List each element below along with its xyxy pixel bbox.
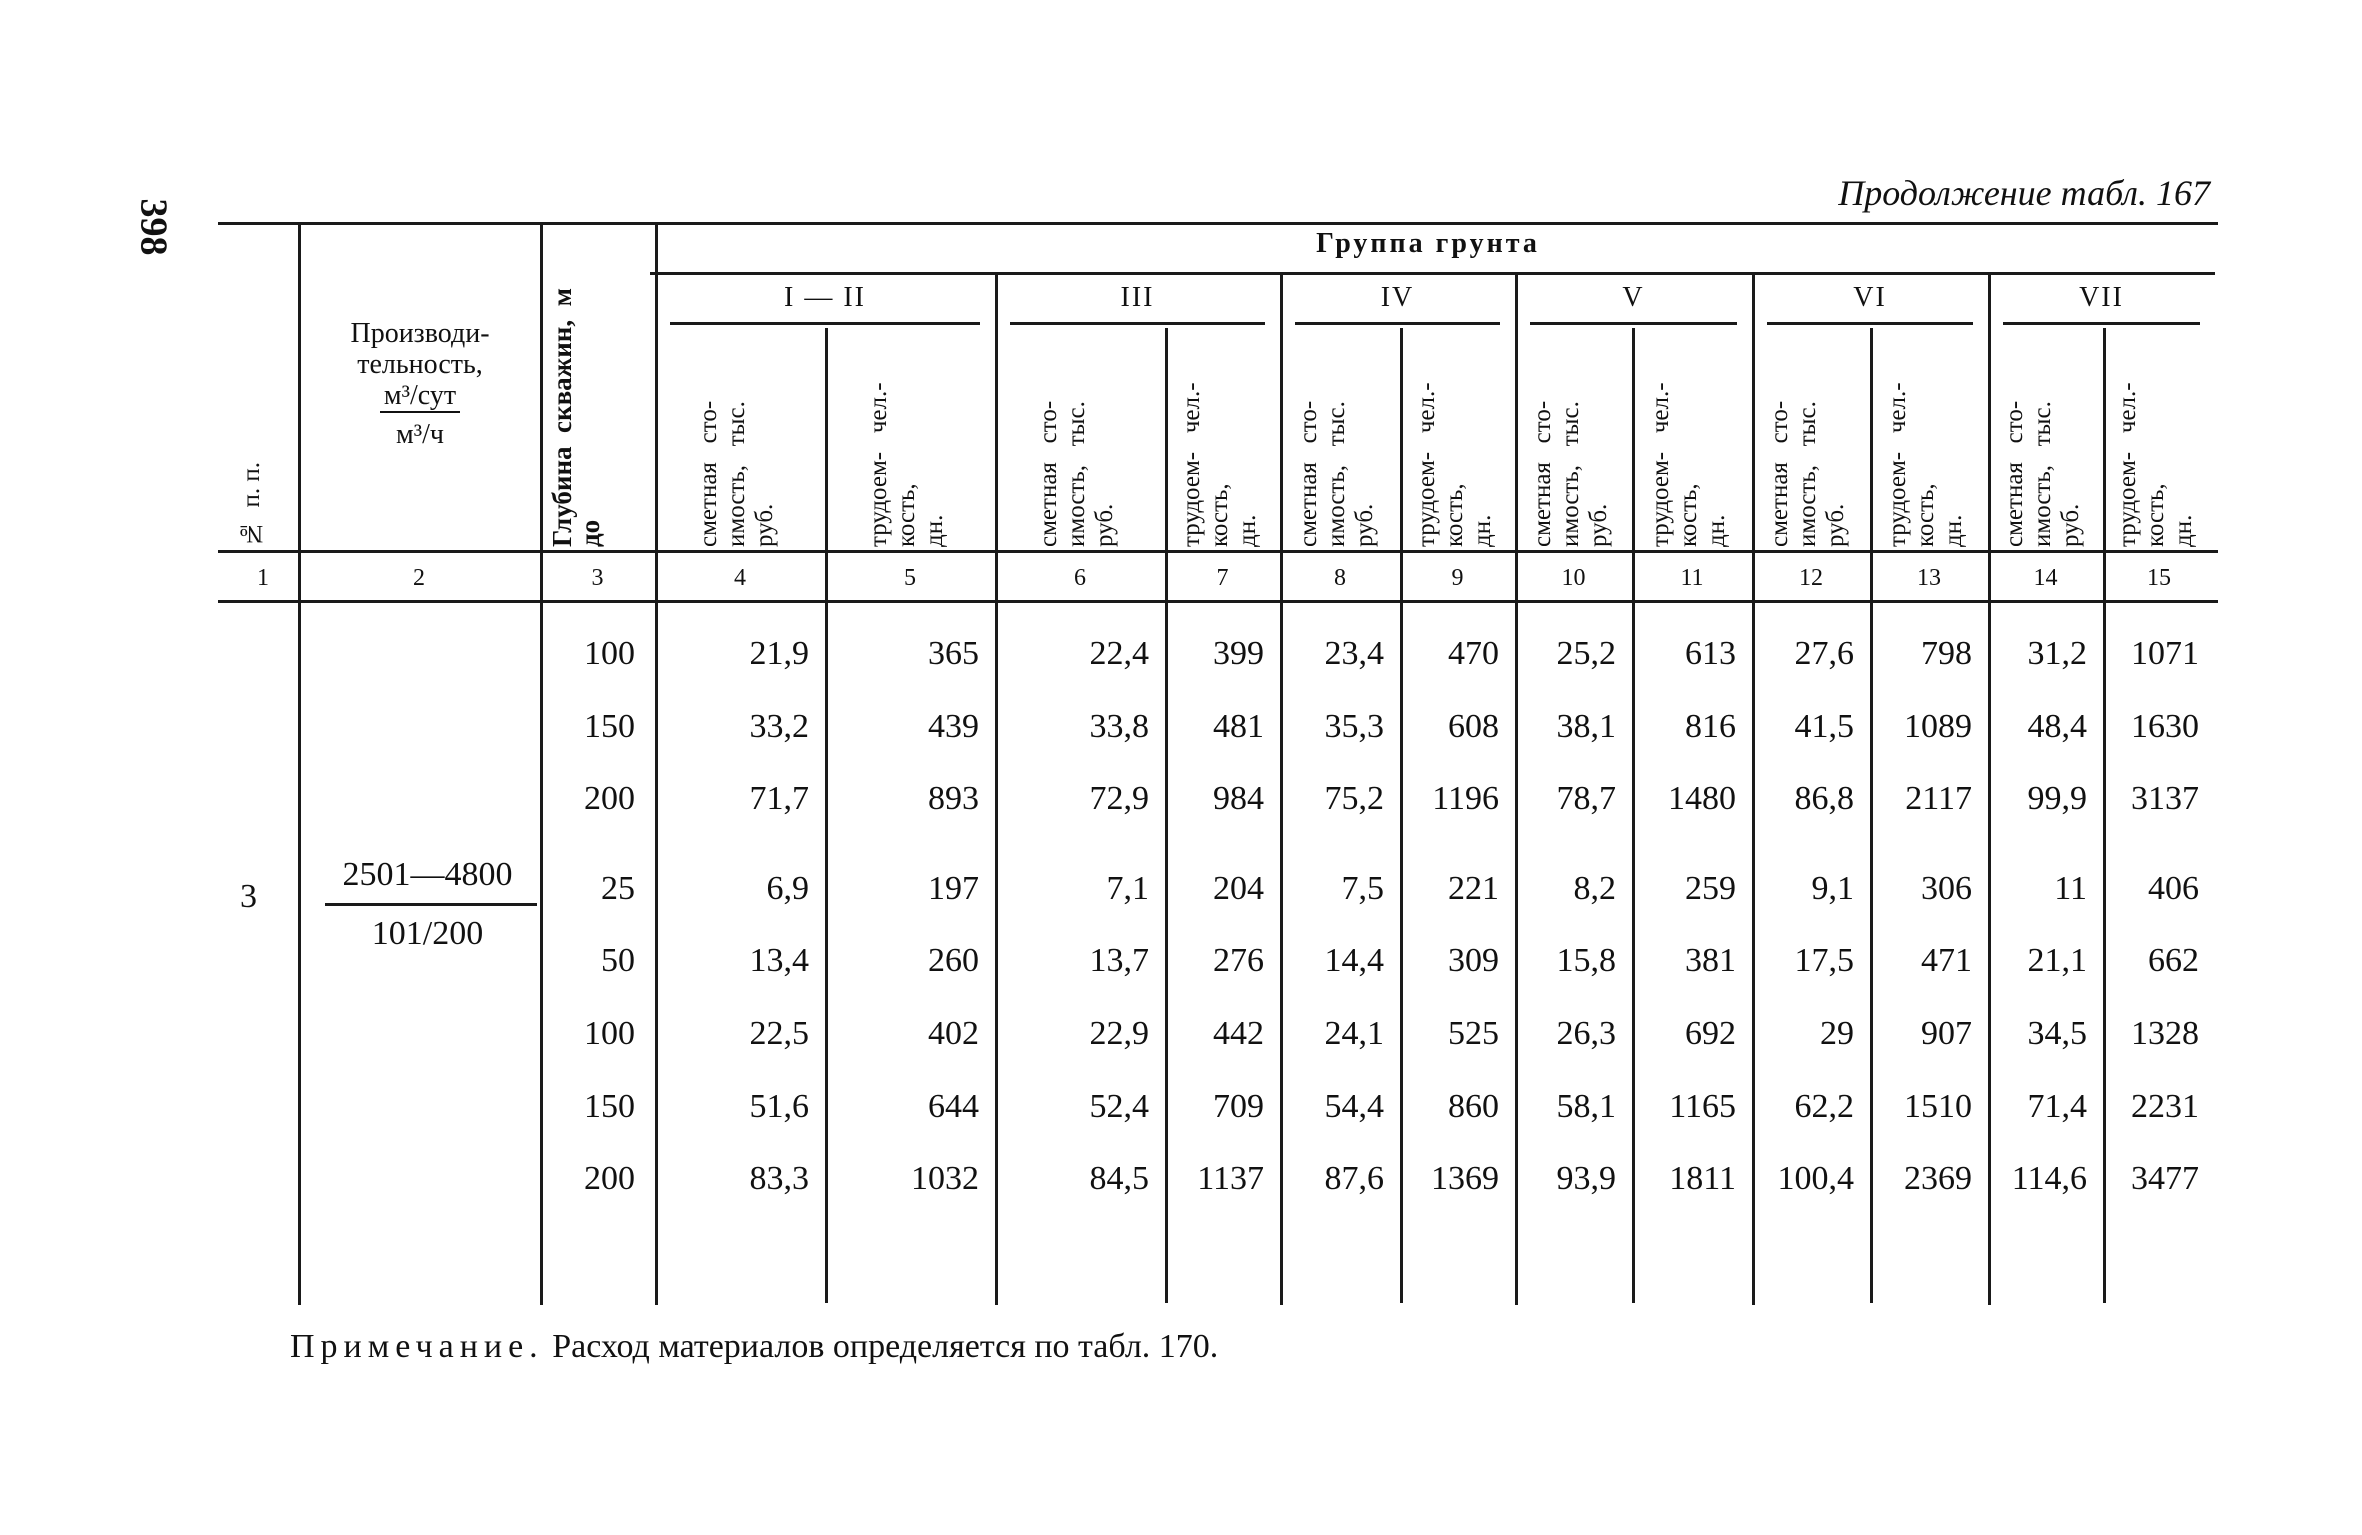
value-cell-r7-c4: 51,6: [749, 1088, 809, 1125]
depth-cell: 100: [584, 635, 635, 672]
value-cell-r3-c13: 2117: [1905, 780, 1972, 817]
column-number-10: 10: [1561, 565, 1586, 591]
value-cell-r1-c14: 31,2: [2027, 635, 2087, 672]
value-cell-r8-c13: 2369: [1904, 1160, 1972, 1197]
value-cell-r3-c12: 86,8: [1794, 780, 1854, 817]
value-cell-r8-c9: 1369: [1431, 1160, 1499, 1197]
col-line-3: [655, 225, 658, 1305]
column-number-1: 1: [257, 565, 269, 591]
header-productivity-line2: тельность,: [357, 349, 483, 380]
value-cell-r4-c7: 204: [1213, 870, 1264, 907]
value-cell-r3-c10: 78,7: [1556, 780, 1616, 817]
value-cell-r3-c4: 71,7: [749, 780, 809, 817]
value-cell-r1-c5: 365: [928, 635, 979, 672]
header-productivity-daily-unit: м³/сут: [380, 380, 460, 413]
value-cell-r8-c10: 93,9: [1556, 1160, 1616, 1197]
depth-cell: 100: [584, 1015, 635, 1052]
depth-cell: 50: [601, 942, 635, 979]
value-cell-r5-c5: 260: [928, 942, 979, 979]
value-cell-r2-c6: 33,8: [1089, 708, 1149, 745]
value-cell-r1-c6: 22,4: [1089, 635, 1149, 672]
value-cell-r3-c7: 984: [1213, 780, 1264, 817]
depth-cell: 200: [584, 1160, 635, 1197]
value-cell-r7-c8: 54,4: [1324, 1088, 1384, 1125]
value-cell-r2-c7: 481: [1213, 708, 1264, 745]
header-cost-14: сметная сто- имость, тыс. руб.: [2000, 400, 2084, 547]
column-number-8: 8: [1334, 565, 1346, 591]
depth-cell: 150: [584, 708, 635, 745]
value-cell-r2-c11: 816: [1685, 708, 1736, 745]
header-labor-13: трудоем- чел.- кость, дн.: [1884, 382, 1967, 547]
column-number-9: 9: [1451, 565, 1464, 591]
column-number-12: 12: [1799, 565, 1823, 591]
value-cell-r1-c10: 25,2: [1556, 635, 1616, 672]
value-cell-r7-c13: 1510: [1904, 1088, 1972, 1125]
value-cell-r3-c11: 1480: [1668, 780, 1736, 817]
group-label-2: III: [1120, 282, 1155, 313]
value-cell-r7-c7: 709: [1213, 1088, 1264, 1125]
value-cell-r6-c9: 525: [1448, 1015, 1499, 1052]
value-cell-r6-c7: 442: [1213, 1015, 1264, 1052]
value-cell-r8-c12: 100,4: [1777, 1160, 1854, 1197]
value-cell-r8-c14: 114,6: [2011, 1160, 2087, 1197]
productivity-fraction-line: [325, 903, 537, 906]
value-cell-r4-c11: 259: [1685, 870, 1736, 907]
value-cell-r2-c14: 48,4: [2027, 708, 2087, 745]
value-cell-r5-c12: 17,5: [1794, 942, 1854, 979]
header-productivity-hourly-unit: м³/ч: [396, 419, 444, 450]
note-text: Расход материалов определяется по табл. 170.: [552, 1328, 1219, 1365]
column-number-5: 5: [904, 565, 916, 591]
note-label: Примечание.: [290, 1328, 544, 1365]
value-cell-r2-c4: 33,2: [749, 708, 809, 745]
value-cell-r2-c12: 41,5: [1794, 708, 1854, 745]
header-cost-6: сметная сто- имость, тыс. руб.: [1035, 400, 1118, 547]
value-cell-r8-c4: 83,3: [749, 1160, 809, 1197]
value-cell-r3-c8: 75,2: [1324, 780, 1384, 817]
header-labor-9: трудоем- чел.- кость, дн.: [1412, 382, 1496, 547]
header-labor-5: трудоем- чел.- кость, дн.: [865, 382, 948, 547]
value-cell-r4-c9: 221: [1448, 870, 1499, 907]
column-number-15: 15: [2147, 565, 2171, 591]
value-cell-r6-c10: 26,3: [1556, 1015, 1616, 1052]
value-cell-r1-c7: 399: [1213, 635, 1264, 672]
column-number-3: 3: [591, 565, 604, 591]
column-number-2: 2: [413, 565, 425, 591]
value-cell-r3-c14: 99,9: [2027, 780, 2087, 817]
value-cell-r6-c14: 34,5: [2027, 1015, 2087, 1052]
value-cell-r8-c8: 87,6: [1324, 1160, 1384, 1197]
value-cell-r6-c8: 24,1: [1324, 1015, 1384, 1052]
value-cell-r5-c13: 471: [1921, 942, 1972, 979]
value-cell-r8-c11: 1811: [1669, 1160, 1736, 1197]
value-cell-r1-c13: 798: [1921, 635, 1972, 672]
value-cell-r5-c6: 13,7: [1089, 942, 1149, 979]
table-caption: Продолжение табл. 167: [1838, 173, 2210, 213]
table-top-rule: [218, 222, 2218, 225]
header-labor-11: трудоем- чел.- кость, дн.: [1647, 382, 1730, 547]
value-cell-r2-c15: 1630: [2131, 708, 2199, 745]
col-line-2: [540, 225, 543, 1305]
header-labor-15: трудоем- чел.- кость, дн.: [2114, 382, 2197, 547]
column-number-4: 4: [734, 565, 746, 591]
value-cell-r4-c4: 6,9: [766, 870, 809, 907]
header-cost-4: сметная сто- имость, тыс. руб.: [695, 400, 778, 547]
value-cell-r4-c8: 7,5: [1341, 870, 1384, 907]
value-cell-r6-c5: 402: [928, 1015, 979, 1052]
value-cell-r5-c7: 276: [1213, 942, 1264, 979]
header-soil-group: Группа грунта: [1316, 228, 1540, 259]
group-label-6: VII: [2079, 282, 2124, 313]
value-cell-r5-c10: 15,8: [1556, 942, 1616, 979]
value-cell-r5-c11: 381: [1685, 942, 1736, 979]
value-cell-r1-c4: 21,9: [749, 635, 809, 672]
value-cell-r1-c8: 23,4: [1324, 635, 1384, 672]
value-cell-r4-c10: 8,2: [1573, 870, 1616, 907]
depth-cell: 150: [584, 1088, 635, 1125]
header-productivity-line1: Производи-: [350, 318, 490, 349]
column-number-11: 11: [1680, 565, 1704, 591]
value-cell-r6-c11: 692: [1685, 1015, 1736, 1052]
value-cell-r1-c15: 1071: [2131, 635, 2199, 672]
group-label-5: VI: [1853, 282, 1887, 313]
header-productivity: [300, 318, 540, 450]
value-cell-r7-c10: 58,1: [1556, 1088, 1616, 1125]
depth-cell: 200: [584, 780, 635, 817]
value-cell-r1-c11: 613: [1685, 635, 1736, 672]
value-cell-r7-c5: 644: [928, 1088, 979, 1125]
group-label-3: IV: [1380, 282, 1415, 313]
value-cell-r7-c12: 62,2: [1794, 1088, 1854, 1125]
value-cell-r8-c5: 1032: [911, 1160, 979, 1197]
value-cell-r4-c5: 197: [928, 870, 979, 907]
value-cell-r8-c6: 84,5: [1089, 1160, 1149, 1197]
productivity-hourly: 101/200: [371, 915, 484, 952]
value-cell-r1-c12: 27,6: [1794, 635, 1854, 672]
group-title-rule: [650, 272, 2215, 275]
value-cell-r4-c12: 9,1: [1811, 870, 1854, 907]
group-label-1: I — II: [784, 282, 866, 313]
value-cell-r1-c9: 470: [1448, 635, 1499, 672]
row-number: 3: [240, 878, 257, 915]
column-number-13: 13: [1917, 565, 1941, 591]
value-cell-r2-c10: 38,1: [1556, 708, 1616, 745]
value-cell-r7-c11: 1165: [1669, 1088, 1736, 1125]
column-number-7: 7: [1216, 565, 1229, 591]
value-cell-r7-c14: 71,4: [2027, 1088, 2087, 1125]
value-cell-r5-c4: 13,4: [749, 942, 809, 979]
value-cell-r8-c7: 1137: [1197, 1160, 1264, 1197]
value-cell-r2-c9: 608: [1448, 708, 1499, 745]
value-cell-r7-c15: 2231: [2131, 1088, 2199, 1125]
header-row-number: № п. п.: [238, 461, 265, 547]
value-cell-r5-c14: 21,1: [2027, 942, 2087, 979]
value-cell-r3-c15: 3137: [2131, 780, 2199, 817]
value-cell-r4-c15: 406: [2148, 870, 2199, 907]
value-cell-r6-c15: 1328: [2131, 1015, 2199, 1052]
value-cell-r6-c4: 22,5: [749, 1015, 809, 1052]
group-label-4: V: [1622, 282, 1645, 313]
value-cell-r4-c14: 11: [2054, 870, 2087, 907]
header-well-depth: Глубина скважин, м до: [547, 288, 605, 547]
value-cell-r7-c6: 52,4: [1089, 1088, 1149, 1125]
value-cell-r5-c8: 14,4: [1324, 942, 1384, 979]
value-cell-r3-c5: 893: [928, 780, 979, 817]
value-cell-r5-c15: 662: [2148, 942, 2199, 979]
value-cell-r2-c5: 439: [928, 708, 979, 745]
table-note: [290, 1328, 1218, 1366]
value-cell-r4-c13: 306: [1921, 870, 1972, 907]
value-cell-r3-c6: 72,9: [1089, 780, 1149, 817]
value-cell-r2-c13: 1089: [1904, 708, 1972, 745]
header-cost-8: сметная сто- имость, тыс. руб.: [1295, 400, 1378, 547]
value-cell-r2-c8: 35,3: [1324, 708, 1384, 745]
value-cell-r8-c15: 3477: [2131, 1160, 2199, 1197]
header-bottom-rule: [218, 550, 2218, 553]
value-cell-r7-c9: 860: [1448, 1088, 1499, 1125]
page-number: 398: [132, 198, 175, 256]
column-number-rule: [218, 600, 2218, 603]
value-cell-r6-c12: 29: [1820, 1015, 1854, 1052]
column-number-6: 6: [1074, 565, 1086, 591]
value-cell-r6-c13: 907: [1921, 1015, 1972, 1052]
value-cell-r4-c6: 7,1: [1106, 870, 1149, 907]
header-cost-12: сметная сто- имость, тыс. руб.: [1766, 400, 1849, 547]
value-cell-r5-c9: 309: [1448, 942, 1499, 979]
productivity-daily: 2501—4800: [342, 856, 513, 893]
value-cell-r6-c6: 22,9: [1089, 1015, 1149, 1052]
depth-cell: 25: [601, 870, 635, 907]
header-labor-7: трудоем- чел.- кость, дн.: [1177, 382, 1261, 547]
header-cost-10: сметная сто- имость, тыс. руб.: [1528, 400, 1612, 547]
column-number-14: 14: [2033, 565, 2058, 591]
value-cell-r3-c9: 1196: [1432, 780, 1499, 817]
